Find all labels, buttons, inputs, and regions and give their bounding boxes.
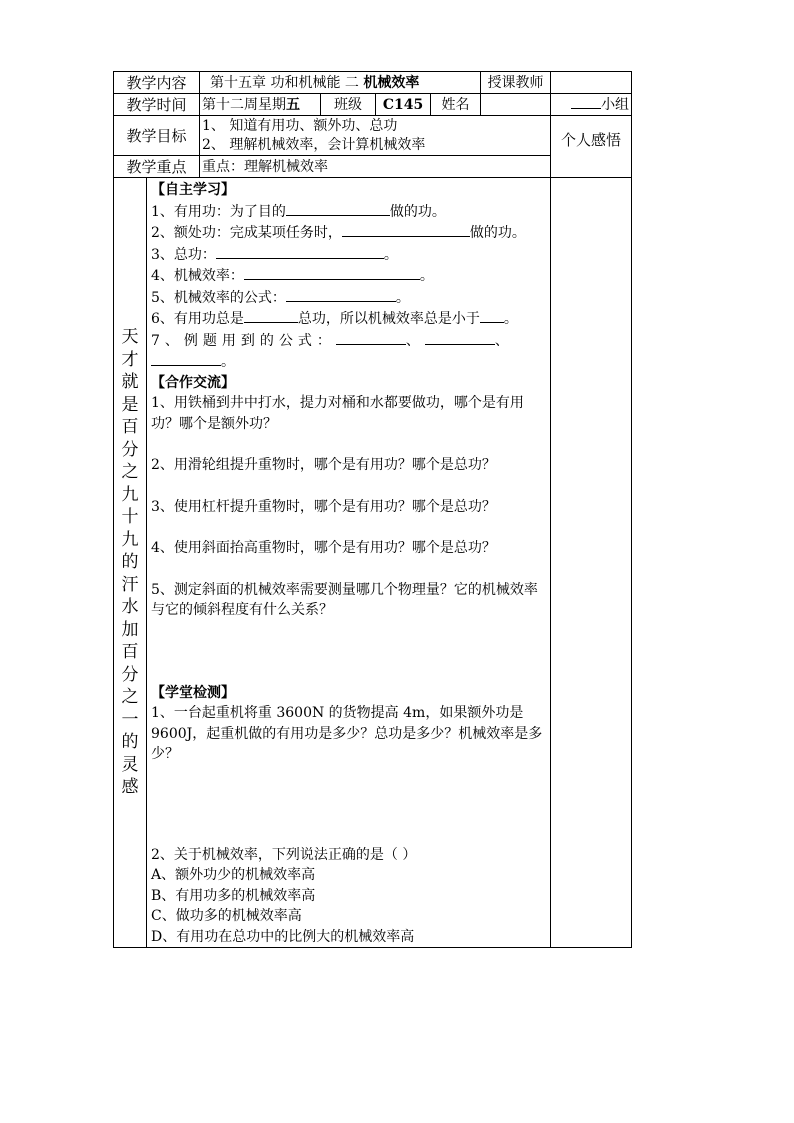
week-text: 第十二周星期 bbox=[202, 96, 287, 113]
motto-char: 的 bbox=[121, 552, 139, 573]
class-label: 班级 bbox=[321, 94, 376, 116]
name-value[interactable] bbox=[481, 94, 551, 116]
content-label: 教学内容 bbox=[114, 72, 200, 94]
self-study-title: 【自主学习】 bbox=[151, 182, 235, 198]
motto-char: 才 bbox=[121, 349, 139, 370]
motto-char: 之 bbox=[121, 462, 139, 483]
blank-6a[interactable] bbox=[244, 308, 298, 323]
cooperation-q4: 4、使用斜面抬高重物时，哪个是有用功？哪个是总功？ bbox=[151, 540, 496, 556]
test-option-b: B、有用功多的机械效率高 bbox=[151, 887, 316, 904]
motto-char: 是 bbox=[121, 394, 139, 415]
cooperation-title: 【合作交流】 bbox=[151, 374, 235, 391]
goal-label: 教学目标 bbox=[114, 116, 200, 156]
motto-char: 天 bbox=[121, 327, 139, 348]
goal-item-2: 2、 理解机械效率，会计算机械效率 bbox=[202, 136, 426, 153]
test-title: 【学堂检测】 bbox=[151, 684, 235, 701]
motto-char: 之 bbox=[121, 687, 139, 708]
chapter-text: 第十五章 bbox=[210, 74, 267, 91]
test-option-d: D、有用功在总功中的比例大的机械效率高 bbox=[151, 928, 415, 945]
side-motto bbox=[114, 178, 147, 948]
day-text: 五 bbox=[286, 96, 301, 113]
goal-item-1: 1、 知道有用功、额外功、总功 bbox=[202, 117, 398, 134]
blank-7a[interactable] bbox=[336, 330, 406, 345]
test-option-a: A、额外功少的机械效率高 bbox=[151, 867, 316, 883]
blank-2[interactable] bbox=[342, 222, 470, 237]
motto-char: 感 bbox=[121, 777, 139, 798]
section-text: 二 bbox=[344, 74, 359, 91]
motto-char: 加 bbox=[121, 619, 139, 640]
test-option-c: C、做功多的机械效率高 bbox=[151, 908, 302, 924]
class-value: C145 bbox=[376, 94, 431, 116]
time-value bbox=[200, 94, 321, 116]
group-blank[interactable] bbox=[571, 94, 601, 109]
self-study-q3: 3、总功： 。 bbox=[151, 244, 546, 266]
motto-char: 水 bbox=[121, 597, 139, 618]
blank-7b[interactable] bbox=[425, 330, 495, 345]
focus-label: 教学重点 bbox=[114, 156, 200, 178]
group-field[interactable] bbox=[551, 94, 632, 116]
test-q1: 1、一台起重机将重 3600N 的货物提高 4m，如果额外功是 9600J，起重机做的有用功是多少？总功是多少？机械效率是多少？ bbox=[151, 705, 543, 762]
test-q2: 2、关于机械效率，下列说法正确的是（ ） bbox=[151, 846, 417, 863]
motto-char: 九 bbox=[121, 529, 139, 550]
cooperation-q2: 2、用滑轮组提升重物时，哪个是有用功？哪个是总功？ bbox=[151, 457, 496, 473]
cooperation-q1: 1、用铁桶到井中打水，提力对桶和水都要做功，哪个是有用功？哪个是额外功？ bbox=[151, 395, 524, 432]
self-study-q6: 6、有用功总是 总功，所以机械效率总是小于 。 bbox=[151, 308, 546, 330]
motto-char: 的 bbox=[121, 732, 139, 753]
blank-1[interactable] bbox=[286, 201, 390, 216]
motto-char: 分 bbox=[121, 439, 139, 460]
self-study-q5: 5、机械效率的公式： 。 bbox=[151, 287, 546, 309]
motto-char: 一 bbox=[121, 709, 139, 730]
name-label: 姓名 bbox=[431, 94, 481, 116]
motto-char: 就 bbox=[121, 372, 139, 393]
motto-char: 十 bbox=[121, 507, 139, 528]
motto-char: 百 bbox=[121, 417, 139, 438]
blank-5[interactable] bbox=[286, 287, 396, 302]
topic-text: 功和机械能 bbox=[270, 74, 341, 91]
self-study-q7: 7、例题用到的公式： 、 、。 bbox=[151, 330, 546, 373]
motto-char: 九 bbox=[121, 484, 139, 505]
content-value bbox=[200, 72, 481, 94]
motto-char: 汗 bbox=[121, 574, 139, 595]
motto-char: 灵 bbox=[121, 754, 139, 775]
time-label: 教学时间 bbox=[114, 94, 200, 116]
cooperation-q3: 3、使用杠杆提升重物时，哪个是有用功？哪个是总功？ bbox=[151, 498, 496, 515]
blank-3[interactable] bbox=[216, 244, 384, 259]
motto-char: 分 bbox=[121, 664, 139, 685]
self-study-q2: 2、额处功：完成某项任务时， 做的功。 bbox=[151, 222, 546, 244]
goal-value bbox=[200, 116, 551, 156]
lesson-title: 机械效率 bbox=[363, 74, 420, 91]
self-study-q1: 1、有用功：为了目的 做的功。 bbox=[151, 201, 546, 223]
teacher-value[interactable] bbox=[551, 72, 632, 94]
motto-char: 百 bbox=[121, 642, 139, 663]
worksheet-body bbox=[147, 178, 551, 948]
group-suffix: 小组 bbox=[601, 97, 630, 113]
focus-value: 重点：理解机械效率 bbox=[200, 156, 551, 178]
cooperation-q5: 5、测定斜面的机械效率需要测量哪几个物理量？它的机械效率与它的倾斜程度有什么关系？ bbox=[151, 581, 538, 618]
reflection-area[interactable] bbox=[551, 178, 632, 948]
reflection-label: 个人感悟 bbox=[551, 116, 632, 178]
self-study-q4: 4、机械效率： 。 bbox=[151, 265, 546, 287]
blank-4[interactable] bbox=[244, 265, 420, 280]
blank-7c[interactable] bbox=[151, 351, 221, 366]
lesson-plan-table bbox=[113, 71, 632, 948]
teacher-label: 授课教师 bbox=[481, 72, 551, 94]
blank-6b[interactable] bbox=[480, 308, 504, 323]
